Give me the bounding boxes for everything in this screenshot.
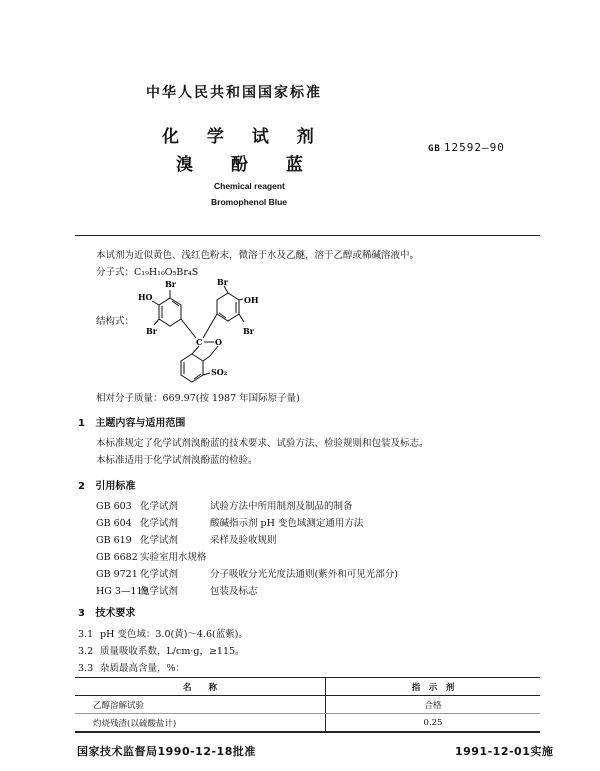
reference-item [96, 566, 398, 583]
reference-title: 酸碱指示剂 pH 变色域测定通用方法 [210, 518, 364, 529]
section-1-number: 1 [78, 418, 85, 429]
atom-br-bottom-left: Br [146, 326, 157, 336]
table-row [75, 696, 540, 714]
section-1-para-2: 本标准适用于化学试剂溴酚蓝的检验。 [96, 455, 258, 466]
english-title-line-1: Chemical reagent [214, 181, 285, 191]
requirement-number: 3.2 [78, 646, 94, 657]
header-divider [75, 235, 540, 236]
reference-code: GB 6682 [96, 552, 138, 563]
national-standard-heading: 中华人民共和国国家标准 [146, 85, 322, 101]
requirement-text: pH 变色域：3.0(黄)～4.6(蓝紫)。 [100, 629, 248, 640]
section-3-number: 3 [78, 608, 85, 619]
reference-code: GB 9721 [96, 569, 138, 580]
requirement-number: 3.3 [78, 663, 94, 674]
requirement-3-2 [78, 643, 245, 657]
structure-label: 结构式： [96, 316, 135, 327]
reference-category: 化学试剂 [140, 518, 179, 529]
reference-item [96, 549, 398, 566]
reference-list [96, 498, 398, 600]
atom-ho: HO [138, 292, 153, 302]
section-1-title: 主题内容与适用范围 [95, 418, 186, 429]
section-1-heading [78, 414, 185, 429]
formula: C₁₉H₁₀O₅Br₄S [134, 267, 199, 278]
requirement-number: 3.1 [78, 629, 94, 640]
reference-category: 化学试剂 [140, 535, 179, 546]
atom-c: C [196, 337, 203, 347]
reference-title: 试验方法中所用制剂及制品的制备 [210, 501, 353, 512]
reference-title: 包装及标志 [210, 586, 258, 597]
reference-code: GB 604 [96, 518, 132, 529]
reference-title: 分子吸收分光光度法通则(紫外和可见光部分) [210, 569, 398, 580]
footer-rule [75, 731, 540, 733]
table-cell-name: 乙醇溶解试验 [75, 696, 326, 714]
structure-bonds [152, 286, 244, 382]
atom-so2: SO₂ [211, 367, 228, 377]
section-2-heading [78, 477, 135, 492]
atom-br-bottom-right: Br [243, 326, 254, 336]
standard-code [428, 141, 505, 154]
reference-item [96, 515, 398, 532]
atom-br-top-left: Br [165, 279, 176, 289]
section-3-title: 技术要求 [95, 608, 136, 619]
table-cell-value: 合格 [326, 696, 541, 714]
requirement-3-1 [78, 626, 248, 640]
formula-label: 分子式： [96, 267, 135, 278]
implementation-date: 1991-12-01实施 [455, 745, 554, 758]
reference-category: 化学试剂 [140, 569, 179, 580]
reference-code: HG 3—119 [96, 586, 149, 597]
title-line-2: 溴 酚 蓝 [176, 155, 303, 175]
standard-number: 12592—90 [443, 141, 505, 154]
english-title-line-2: Bromophenol Blue [211, 197, 288, 207]
approval-date: 国家技术监督局1990-12-18批准 [77, 745, 256, 758]
table-header-row [75, 678, 540, 696]
requirement-text: 质量吸收系数，L/cm·g，≥115。 [100, 646, 245, 657]
reference-title: 采样及验收规则 [210, 535, 277, 546]
title-line-1: 化 学 试 剂 [162, 127, 314, 147]
table-cell-name: 灼烧残渣(以硫酸盐计) [75, 714, 326, 732]
description: 本试剂为近似黄色、浅红色粉末，微溶于水及乙醚，溶于乙醇或稀碱溶液中。 [96, 250, 420, 261]
table-row [75, 714, 540, 732]
standard-prefix: GB [428, 144, 441, 154]
section-2-number: 2 [78, 481, 85, 492]
atom-oh: OH [244, 295, 259, 305]
requirement-text: 杂质最高含量，%： [100, 663, 186, 674]
reference-title: 实验室用水规格 [140, 552, 207, 563]
reference-code: GB 603 [96, 501, 132, 512]
structural-formula [130, 278, 280, 390]
atom-br-top-right: Br [217, 278, 228, 287]
formula-line [96, 264, 198, 278]
reference-code: GB 619 [96, 535, 132, 546]
section-1-para-1: 本标准规定了化学试剂溴酚蓝的技术要求、试验方法、检验规则和包装及标志。 [96, 438, 429, 449]
reference-item [96, 532, 398, 549]
impurity-table [75, 678, 540, 731]
molar-mass: 相对分子质量：669.97(按 1987 年国际原子量) [96, 393, 300, 404]
reference-item [96, 498, 398, 515]
table-cell-value: 0.25 [423, 717, 443, 728]
column-header-indicator: 指 示 剂 [326, 678, 541, 696]
atom-o: O [215, 337, 222, 347]
reference-item [96, 583, 398, 600]
reference-category: 化学试剂 [140, 586, 179, 597]
section-2-title: 引用标准 [95, 481, 136, 492]
requirement-3-3 [78, 660, 185, 674]
column-header-name: 名 称 [75, 678, 326, 696]
section-3-heading [78, 604, 135, 619]
reference-category: 化学试剂 [140, 501, 179, 512]
